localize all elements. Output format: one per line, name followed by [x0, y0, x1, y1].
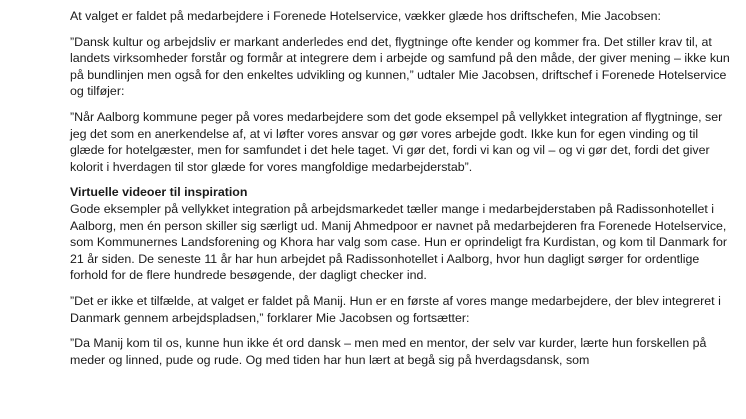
- quote-paragraph-2: ”Når Aalborg kommune peger på vores medarbejdere som det gode eksempel på vellykket integration af flygtninge, ser jeg det som en anerkendelse af, at vi løfter vores ansvar og gør vores arbejde godt. Ikke kun for egen vinding og til glæde for hotelgæster, men for samfundet i det hele taget. Vi gør det, fordi vi kan og vil – og vi gør det, fordi det giver kolorit i hverdagen til stor glæde for vores mangfoldige medarbejderstab”.: [70, 109, 723, 174]
- section-paragraph-2: ”Det er ikke et tilfælde, at valget er faldet på Manij. Hun er en første af vores mange medarbejdere, der blev integreret i Danmark gennem arbejdspladsen,” forklarer Mie Jacobsen og fortsætter:: [70, 293, 721, 325]
- document-page: [70, 8, 730, 377]
- section-paragraph-3: ”Da Manij kom til os, kunne hun ikke ét ord dansk – men med en mentor, der selv var kurder, lærte hun forskellen på meder og linned, pude og rude. Og med tiden har hun lært at begå sig på hverdagsdansk, som: [70, 336, 707, 367]
- intro-paragraph: At valget er faldet på medarbejdere i Forenede Hotelservice, vækker glæde hos driftschefen, Mie Jacobsen:: [70, 9, 661, 23]
- quote-paragraph-1: ”Dansk kultur og arbejdsliv er markant anderledes end det, flygtninge ofte kender og kommer fra. Det stiller krav til, at landets virksomheder forstår og formår at integrere dem i arbejde og samfund på den måde, der giver mening – ikke kun på bundlinjen men også for den enkeltes udvikling og kunnen,” udtaler Mie Jacobsen, driftschef i Forenede Hotelservice og tilføjer:: [70, 34, 730, 99]
- section-heading: Virtuelle videoer til inspiration: [70, 185, 248, 200]
- section-paragraph-1: Gode eksempler på vellykket integration på arbejdsmarkedet tæller mange i medarbejderstaben på Radissonhotellet i Aalborg, men én person skiller sig særligt ud. Manij Ahmedpoor er navnet på medarbejderen fra Forenede Hotelservice, som Kommunernes Landsforening og Khora har valg som case. Hun er oprindeligt fra Kurdistan, og kom til Danmark for 21 år siden. De seneste 11 år har hun arbejdet på Radissonhotellet i Aalborg, hvor hun dagligt sørger for ordentlige forhold for de flere hundrede besøgende, der dagligt checker ind.: [70, 201, 728, 283]
